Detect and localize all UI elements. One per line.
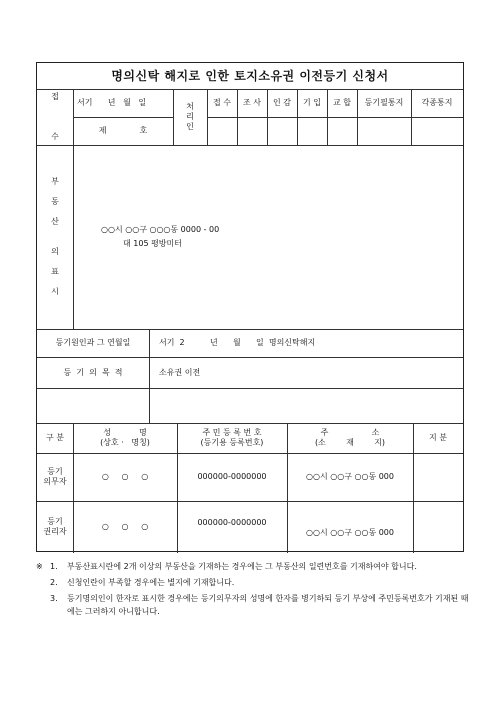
- notes: [36, 560, 476, 618]
- proc-col-inspect: 조 사: [243, 98, 261, 107]
- note-item: 3. 등기명의인이 한자로 표시한 경우에는 등기의무자의 성명에 한자를 병기하되 등기 부상에 주민등록번호가 기재된 때에는 그러하지 아니합니다.: [50, 594, 469, 616]
- obligor-name: ○ ○ ○: [101, 472, 149, 481]
- proc-col-check: 교 합: [333, 98, 351, 107]
- proc-col-seal: 인 감: [273, 98, 291, 107]
- property-detail: 대 105 평방미터: [123, 239, 182, 248]
- right-holder-name: ○ ○ ○: [101, 521, 149, 531]
- property-address: ○○시 ○○구 ○○○동 0000 - 00: [101, 225, 220, 234]
- application-form: [36, 62, 464, 552]
- proc-col-completion-notice: 등기필통지: [364, 98, 404, 107]
- obligor-address: ○○시 ○○구 ○○동 000: [306, 472, 394, 481]
- header-share: 지 분: [429, 433, 447, 442]
- receipt-number: 제 호: [98, 126, 148, 135]
- proc-col-receive: 접 수: [213, 98, 231, 107]
- receipt-date: 서기 년 월 일: [77, 98, 147, 107]
- obligor-id: 000000-0000000: [197, 472, 267, 481]
- cause-label: 등기원인과 그 연월일: [55, 338, 131, 347]
- header-address: 주 소 (소 재 지): [314, 428, 386, 447]
- right-holder-id: 000000-0000000: [197, 518, 267, 527]
- proc-col-notices: 각종통지: [421, 98, 453, 107]
- processing-label: 처 리 인: [186, 102, 194, 131]
- header-id-number: 주 민 등 록 번 호 (등기용 등록번호): [200, 428, 264, 447]
- purpose-label: 등 기 의 목 적: [63, 367, 123, 377]
- note-item: 2. 신청인란이 부족할 경우에는 별지에 기재합니다.: [50, 578, 235, 587]
- row-role-right-holder: 등기 권리자: [43, 516, 67, 536]
- header-category: 구 분: [46, 433, 64, 442]
- purpose-value: 소유권 이전: [159, 367, 201, 377]
- cause-value: 서기 2 년 월 일 명의신탁해지: [159, 338, 316, 347]
- header-name: 성 명 (상호 · 명칭): [100, 428, 150, 447]
- right-holder-address: ○○시 ○○구 ○○동 000: [306, 528, 394, 537]
- proc-col-entry: 기 입: [303, 98, 321, 107]
- form-title: 명의신탁 해지로 인한 토지소유권 이전등기 신청서: [111, 68, 389, 83]
- row-role-obligor: 등기 의무자: [43, 467, 67, 486]
- property-label: 부 동 산 의 표 시: [51, 177, 59, 296]
- receipt-label: 접 수: [51, 92, 59, 141]
- note-mark: ※: [36, 562, 43, 571]
- note-item: ※ 1. 부동산표시란에 2개 이상의 부동산을 기재하는 경우에는 그 부동산의 일련번호를 기재하여야 합니다.: [36, 562, 417, 571]
